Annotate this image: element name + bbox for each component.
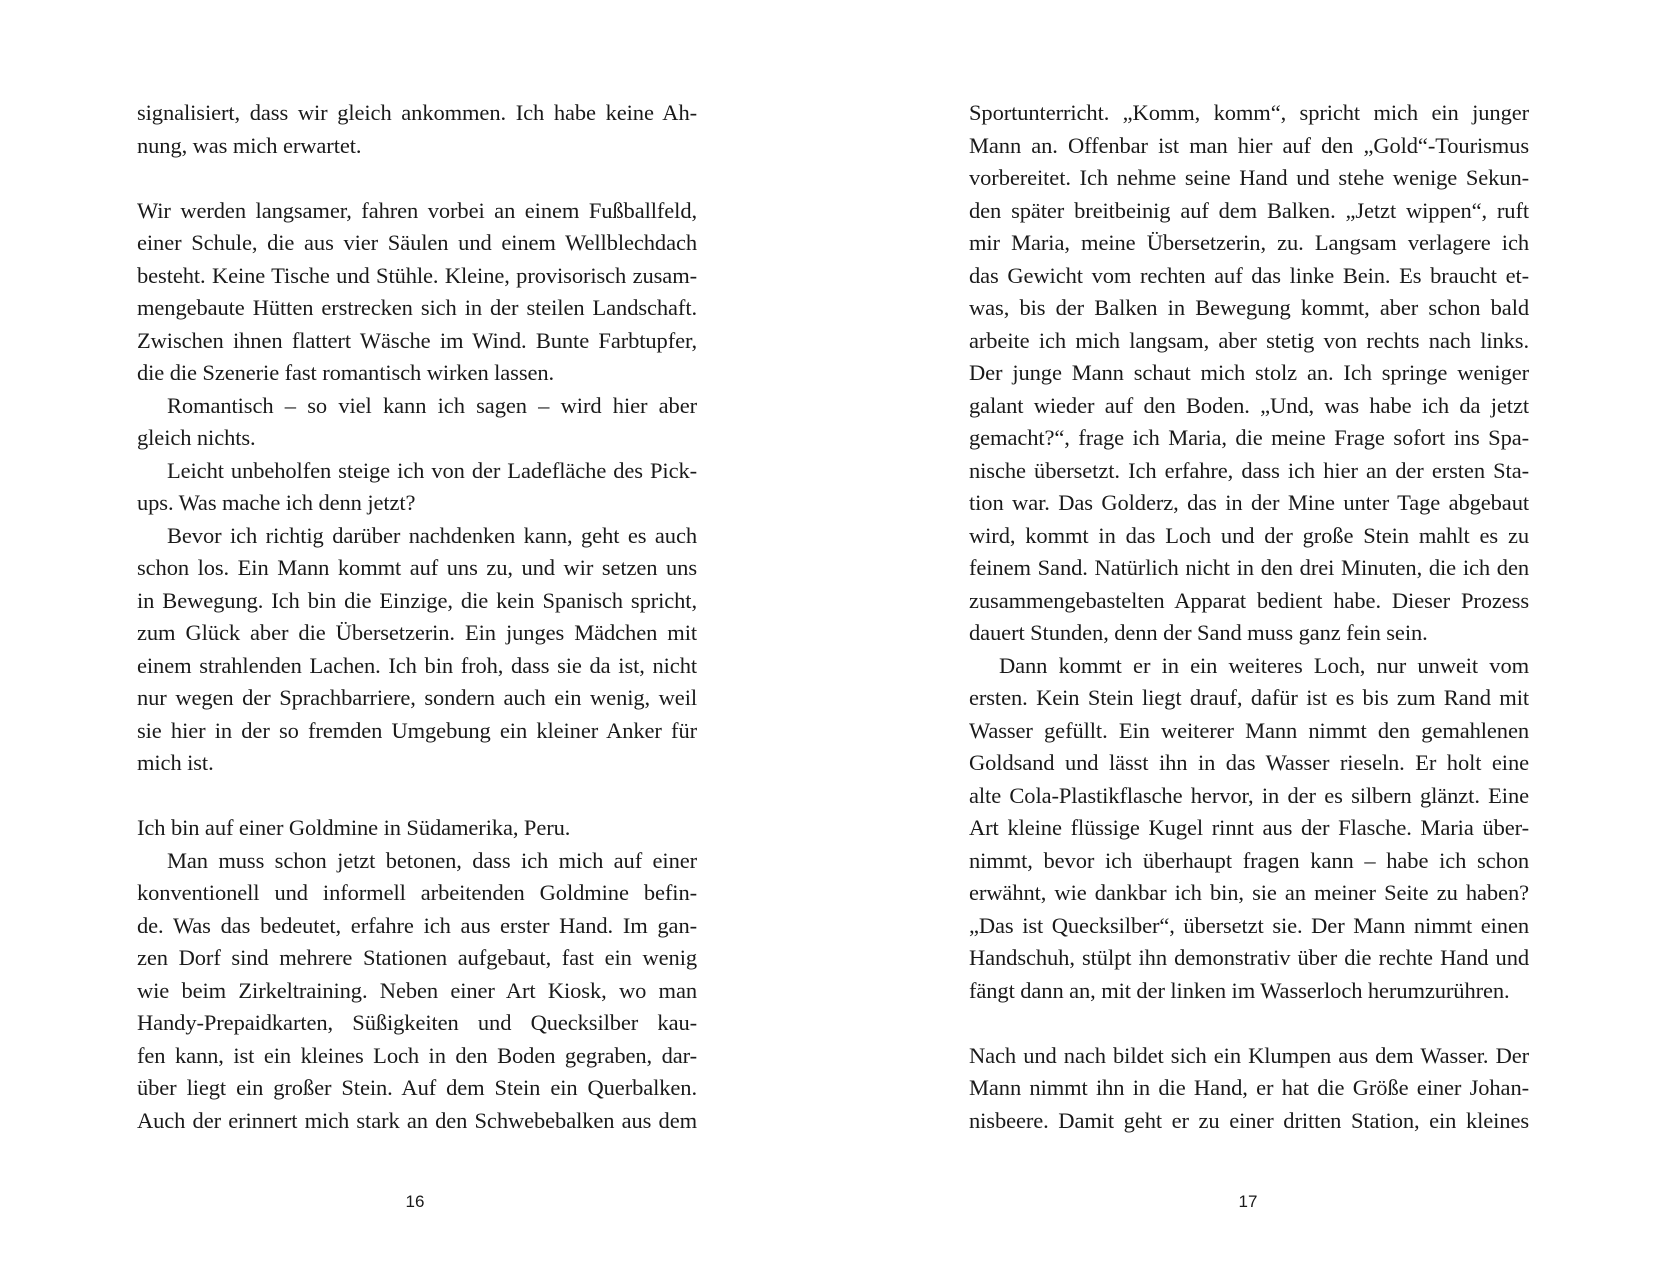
text-line: sie hier in der so fremden Umgebung ein kleiner Anker für <box>137 717 697 743</box>
left-page-text <box>137 97 697 1137</box>
text-line: nimmt, bevor ich überhaupt fragen kann – habe ich schon <box>969 847 1529 873</box>
text-line: nung, was mich erwartet. <box>137 132 362 158</box>
text-line: gemacht?“, frage ich Maria, die meine Frage sofort ins Spa- <box>969 425 1529 450</box>
text-line: was, bis der Balken in Bewegung kommt, aber schon bald <box>969 295 1529 320</box>
text-line: Man muss schon jetzt betonen, dass ich mich auf einer <box>167 847 697 873</box>
text-line: de. Was das bedeutet, erfahre ich aus erster Hand. Im gan- <box>137 912 697 938</box>
text-line: mir Maria, meine Übersetzerin, zu. Langsam verlagere ich <box>969 230 1529 255</box>
text-line: konventionell und informell arbeitenden Goldmine befin- <box>137 880 697 905</box>
text-line: die die Szenerie fast romantisch wirken lassen. <box>137 360 555 385</box>
text-line: fen kann, ist ein kleines Loch in den Boden gegraben, dar- <box>137 1042 697 1068</box>
text-line: „Das ist Quecksilber“, übersetzt sie. Der Mann nimmt einen <box>969 912 1529 938</box>
text-line: ersten. Kein Stein liegt drauf, dafür ist es bis zum Rand mit <box>969 685 1529 710</box>
text-line: gleich nichts. <box>137 425 256 450</box>
text-line: alte Cola-Plastikflasche hervor, in der es silbern glänzt. Eine <box>969 782 1529 808</box>
text-line: feinem Sand. Natürlich nicht in den drei Minuten, die ich den <box>969 555 1529 580</box>
text-line: ups. Was mache ich denn jetzt? <box>137 490 416 515</box>
text-line: zen Dorf sind mehrere Stationen aufgebaut, fast ein wenig <box>137 945 697 970</box>
page-number-left: 16 <box>405 1192 425 1211</box>
text-line: Romantisch – so viel kann ich sagen – wird hier aber <box>167 392 697 418</box>
text-line: Zwischen ihnen flattert Wäsche im Wind. Bunte Farbtupfer, <box>137 327 697 353</box>
text-line: Dann kommt er in ein weiteres Loch, nur unweit vom <box>999 652 1529 678</box>
text-line: Goldsand und lässt ihn in das Wasser rieseln. Er holt eine <box>969 750 1529 775</box>
text-line: Auch der erinnert mich stark an den Schwebebalken aus dem <box>137 1107 697 1133</box>
text-line: erwähnt, wie dankbar ich bin, sie an meiner Seite zu haben? <box>969 880 1529 905</box>
text-line: Sportunterricht. „Komm, komm“, spricht mich ein junger <box>969 100 1529 125</box>
text-line: über liegt ein großer Stein. Auf dem Stein ein Querbalken. <box>137 1075 697 1100</box>
text-line: Art kleine flüssige Kugel rinnt aus der Flasche. Maria über- <box>969 815 1529 840</box>
text-line: nisbeere. Damit geht er zu einer dritten Station, ein kleines <box>969 1107 1529 1133</box>
text-line: den später breitbeinig auf dem Balken. „Jetzt wippen“, ruft <box>969 197 1529 223</box>
text-line: zum Glück aber die Übersetzerin. Ein junges Mädchen mit <box>137 620 697 645</box>
text-line: fängt dann an, mit der linken im Wasserloch herumzurühren. <box>969 977 1510 1003</box>
text-line: Handy-Prepaidkarten, Süßigkeiten und Quecksilber kau- <box>137 1010 697 1035</box>
text-line: signalisiert, dass wir gleich ankommen. Ich habe keine Ah- <box>137 100 697 125</box>
text-line: schon los. Ein Mann kommt auf uns zu, und wir setzen uns <box>137 555 697 580</box>
text-line: nur wegen der Sprachbarriere, sondern auch ein wenig, weil <box>137 685 697 710</box>
text-line: dauert Stunden, denn der Sand muss ganz fein sein. <box>969 620 1428 645</box>
text-line: Mann an. Offenbar ist man hier auf den „Gold“-Tourismus <box>969 132 1529 158</box>
text-line: Mann nimmt ihn in die Hand, er hat die Größe einer Johan- <box>969 1075 1529 1100</box>
text-line: einem strahlenden Lachen. Ich bin froh, dass sie da ist, nicht <box>137 652 697 678</box>
text-line: einer Schule, die aus vier Säulen und einem Wellblechdach <box>137 230 697 255</box>
text-line: Wasser gefüllt. Ein weiterer Mann nimmt den gemahlenen <box>969 717 1529 743</box>
text-line: das Gewicht vom rechten auf das linke Bein. Es braucht et- <box>969 262 1529 288</box>
right-page-text <box>969 97 1529 1137</box>
text-line: galant wieder auf den Boden. „Und, was habe ich da jetzt <box>969 392 1529 418</box>
text-line: wird, kommt in das Loch und der große Stein mahlt es zu <box>969 522 1529 548</box>
text-line: Handschuh, stülpt ihn demonstrativ über die rechte Hand und <box>969 945 1529 970</box>
text-line: Nach und nach bildet sich ein Klumpen aus dem Wasser. Der <box>969 1042 1529 1068</box>
text-line: Leicht unbeholfen steige ich von der Ladefläche des Pick- <box>167 457 697 483</box>
text-line: nische übersetzt. Ich erfahre, dass ich hier an der ersten Sta- <box>969 457 1529 483</box>
text-line: zusammengebastelten Apparat bedient habe. Dieser Prozess <box>969 587 1529 613</box>
text-line: Bevor ich richtig darüber nachdenken kann, geht es auch <box>167 522 697 548</box>
text-line: Wir werden langsamer, fahren vorbei an einem Fußballfeld, <box>137 197 697 223</box>
text-line: Ich bin auf einer Goldmine in Südamerika, Peru. <box>137 815 571 840</box>
text-line: Der junge Mann schaut mich stolz an. Ich springe weniger <box>969 360 1529 385</box>
text-line: vorbereitet. Ich nehme seine Hand und stehe wenige Sekun- <box>969 165 1529 190</box>
page-number-right: 17 <box>1238 1192 1258 1211</box>
text-line: mich ist. <box>137 750 214 775</box>
text-line: arbeite ich mich langsam, aber stetig von rechts nach links. <box>969 327 1529 353</box>
text-line: in Bewegung. Ich bin die Einzige, die kein Spanisch spricht, <box>137 587 697 613</box>
text-line: mengebaute Hütten erstrecken sich in der steilen Landschaft. <box>137 295 697 320</box>
text-line: tion war. Das Golderz, das in der Mine unter Tage abgebaut <box>969 490 1529 515</box>
text-line: besteht. Keine Tische und Stühle. Kleine, provisorisch zusam- <box>137 262 697 288</box>
text-line: wie beim Zirkeltraining. Neben einer Art Kiosk, wo man <box>137 977 697 1003</box>
